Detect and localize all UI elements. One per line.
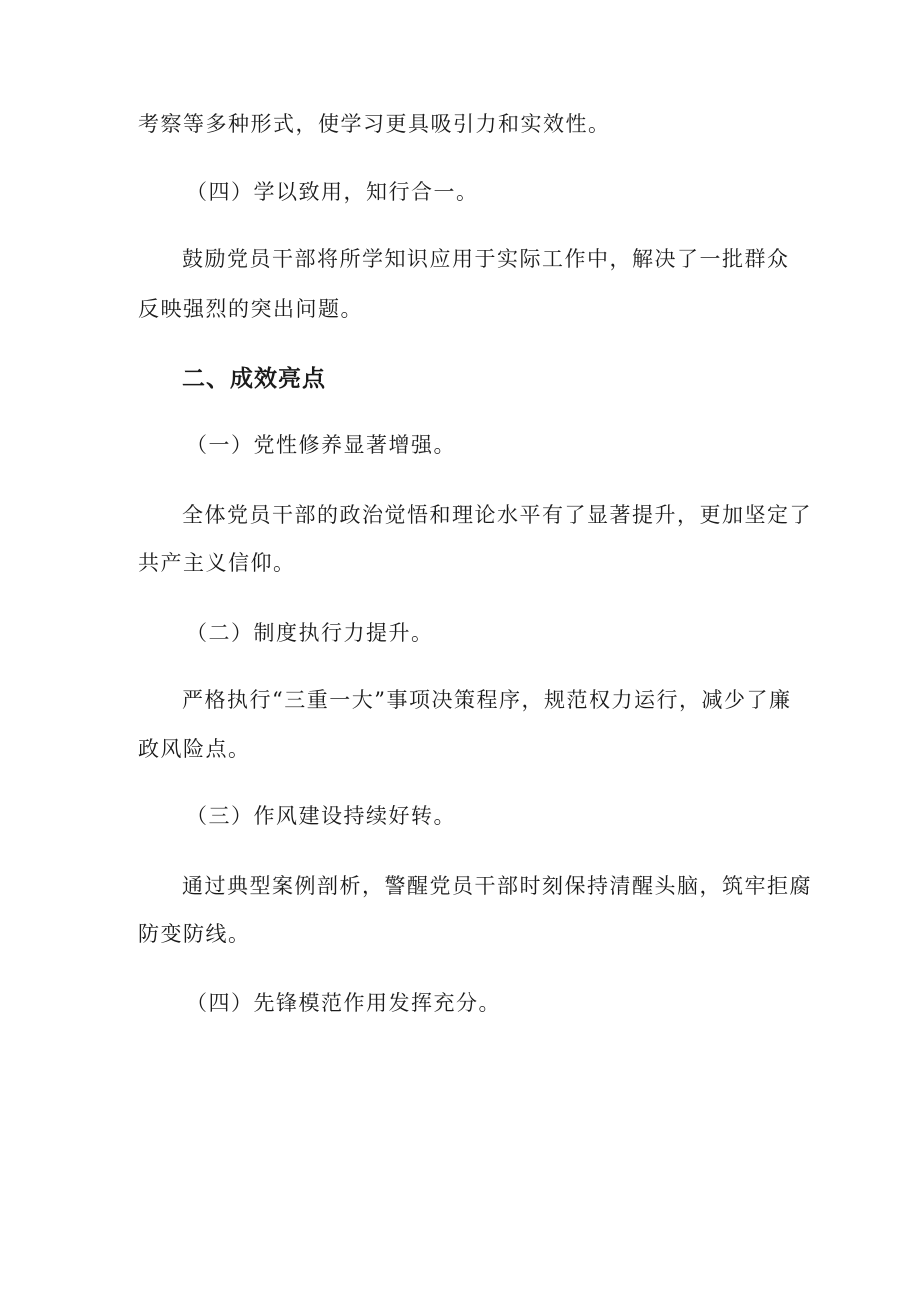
paragraph-apply-knowledge-line1: 鼓励党员干部将所学知识应用于实际工作中，解决了一批群众 [182, 247, 790, 271]
paragraph-apply-knowledge-line2: 反映强烈的突出问题。 [138, 297, 363, 321]
paragraph-decision-procedure-line1: 严格执行“三重一大”事项决策程序，规范权力运行，减少了廉 [182, 688, 792, 712]
paragraph-political-awareness-line2: 共产主义信仰。 [138, 551, 296, 575]
subheading-4-study-application: （四）学以致用，知行合一。 [186, 180, 479, 204]
paragraph-continuation: 考察等多种形式，使学习更具吸引力和实效性。 [138, 112, 611, 136]
paragraph-case-analysis-line2: 防变防线。 [138, 922, 251, 946]
subheading-2-system-execution: （二）制度执行力提升。 [186, 621, 434, 645]
subheading-3-work-style: （三）作风建设持续好转。 [186, 804, 456, 828]
section-heading-achievements: 二、成效亮点 [182, 366, 326, 392]
subheading-4-vanguard-role: （四）先锋模范作用发挥充分。 [186, 991, 501, 1015]
paragraph-political-awareness-line1: 全体党员干部的政治觉悟和理论水平有了显著提升，更加坚定了 [182, 503, 812, 527]
paragraph-decision-procedure-line2: 政风险点。 [138, 737, 251, 761]
paragraph-case-analysis-line1: 通过典型案例剖析，警醒党员干部时刻保持清醒头脑，筑牢拒腐 [182, 874, 812, 898]
subheading-1-party-spirit: （一）党性修养显著增强。 [186, 433, 456, 457]
